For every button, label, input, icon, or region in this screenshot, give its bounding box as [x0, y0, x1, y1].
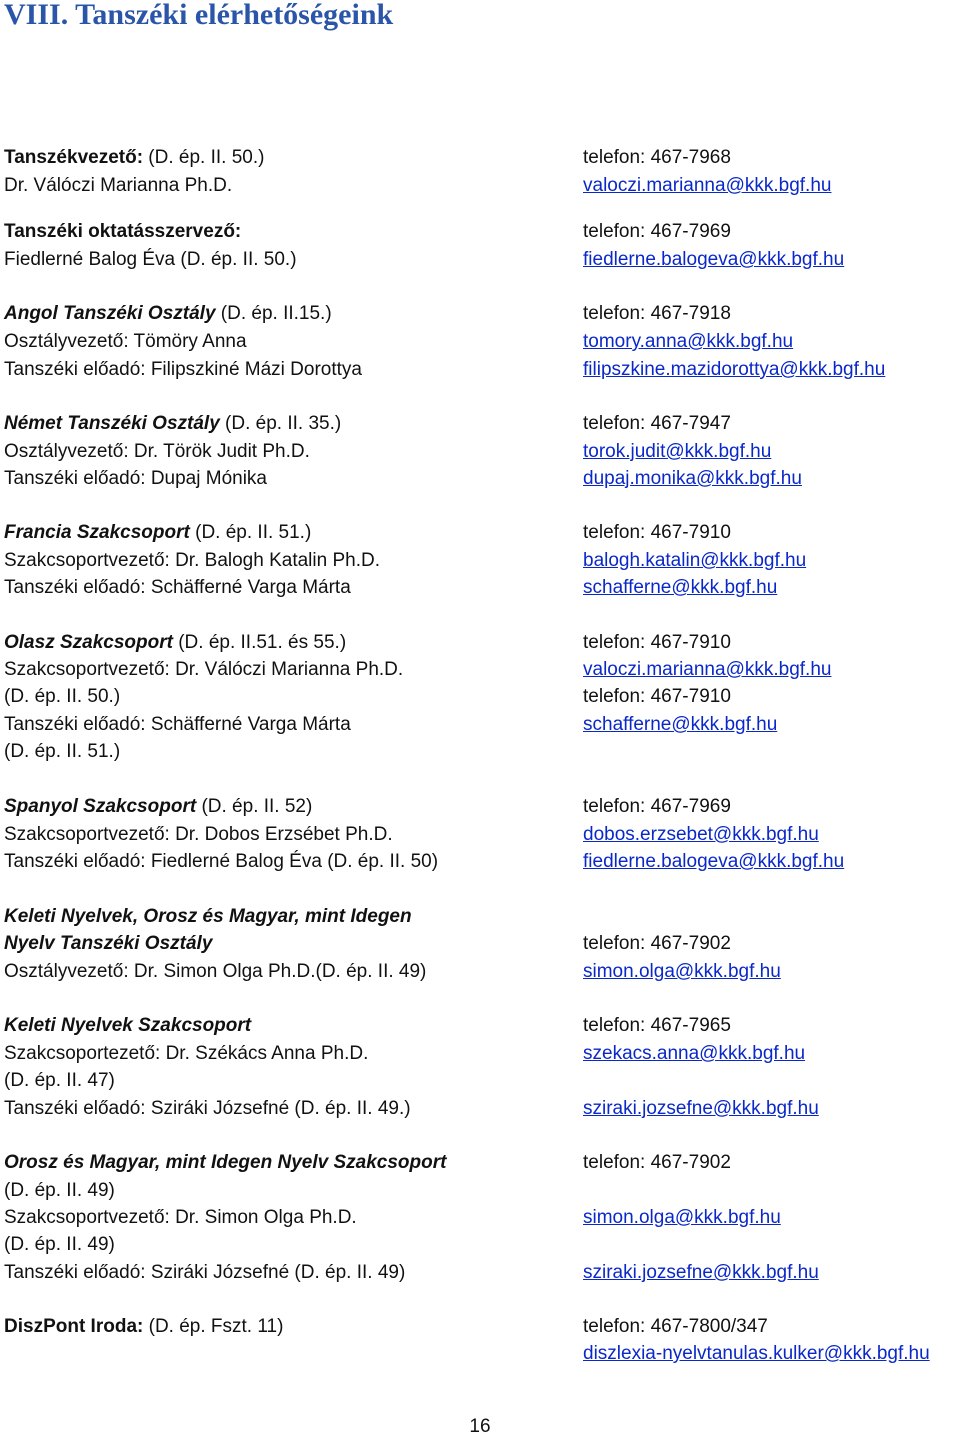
person-text: Tanszéki előadó: Filipszkiné Mázi Dorottya — [4, 359, 362, 380]
email-link[interactable]: filipszkine.mazidorottya@kkk.bgf.hu — [583, 359, 886, 380]
location-text: (D. ép. II. 47) — [4, 1070, 115, 1091]
person-text: Tanszéki előadó: Dupaj Mónika — [4, 468, 267, 489]
phone-text: telefon: 467-7969 — [583, 221, 731, 242]
phone-text: telefon: 467-7947 — [583, 413, 731, 434]
phone-text: telefon: 467-7910 — [583, 522, 731, 543]
location-text: (D. ép. Fszt. 11) — [143, 1316, 284, 1337]
section-heading: Német Tanszéki Osztály — [4, 413, 220, 434]
left-cell — [4, 301, 332, 327]
page-title: VIII. Tanszéki elérhetőségeink — [4, 0, 394, 31]
person-text: Tanszéki előadó: Sziráki Józsefné (D. ép. II. 49) — [4, 1262, 406, 1283]
location-text: (D. ép. II. 50.) — [143, 147, 265, 168]
left-cell — [4, 411, 341, 437]
email-link[interactable]: sziraki.jozsefne@kkk.bgf.hu — [583, 1262, 819, 1283]
email-link[interactable]: diszlexia-nyelvtanulas.kulker@kkk.bgf.hu — [583, 1343, 930, 1364]
location-text: (D. ép. II.51. és 55.) — [172, 632, 347, 653]
person-text: Tanszéki előadó: Schäfferné Varga Márta — [4, 577, 351, 598]
section-heading: Tanszéki oktatásszervező: — [4, 221, 242, 242]
section-heading: Nyelv Tanszéki Osztály — [4, 933, 213, 954]
phone-text: telefon: 467-7910 — [583, 686, 731, 707]
section-heading: Tanszékvezető: — [4, 147, 144, 168]
email-link[interactable]: tomory.anna@kkk.bgf.hu — [583, 331, 794, 352]
email-link[interactable]: dupaj.monika@kkk.bgf.hu — [583, 468, 802, 489]
person-text: Tanszéki előadó: Schäfferné Varga Márta — [4, 714, 351, 735]
email-link[interactable]: szekacs.anna@kkk.bgf.hu — [583, 1043, 806, 1064]
section-heading: Olasz Szakcsoport — [4, 632, 173, 653]
location-text: (D. ép. II. 52) — [196, 796, 313, 817]
left-cell — [4, 520, 311, 546]
phone-text: telefon: 467-7969 — [583, 796, 731, 817]
email-link[interactable]: torok.judit@kkk.bgf.hu — [583, 441, 772, 462]
section-heading: Spanyol Szakcsoport — [4, 796, 197, 817]
email-link[interactable]: schafferne@kkk.bgf.hu — [583, 577, 778, 598]
section-heading: DiszPont Iroda: — [4, 1316, 144, 1337]
email-link[interactable]: simon.olga@kkk.bgf.hu — [583, 961, 781, 982]
email-link[interactable]: balogh.katalin@kkk.bgf.hu — [583, 550, 807, 571]
page-number: 16 — [469, 1416, 491, 1437]
phone-text: telefon: 467-7918 — [583, 303, 731, 324]
email-link[interactable]: sziraki.jozsefne@kkk.bgf.hu — [583, 1098, 819, 1119]
location-text: (D. ép. II.15.) — [215, 303, 332, 324]
person-text: Tanszéki előadó: Sziráki Józsefné (D. ép. II. 49.) — [4, 1098, 411, 1119]
person-text: Szakcsoportvezető: Dr. Balogh Katalin Ph.D. — [4, 550, 380, 571]
left-cell — [4, 145, 264, 171]
email-link[interactable]: dobos.erzsebet@kkk.bgf.hu — [583, 824, 819, 845]
person-text: Szakcsoportezető: Dr. Székács Anna Ph.D. — [4, 1043, 369, 1064]
phone-text: telefon: 467-7965 — [583, 1015, 731, 1036]
person-text: Tanszéki előadó: Fiedlerné Balog Éva (D. ép. II. 50) — [4, 851, 439, 872]
person-text: Dr. Válóczi Marianna Ph.D. — [4, 175, 233, 196]
email-link[interactable]: schafferne@kkk.bgf.hu — [583, 714, 778, 735]
section-heading: Keleti Nyelvek, Orosz és Magyar, mint Idegen — [4, 906, 412, 927]
location-text: (D. ép. II. 50.) — [4, 686, 121, 707]
section-heading: Angol Tanszéki Osztály — [4, 303, 216, 324]
email-link[interactable]: valoczi.marianna@kkk.bgf.hu — [583, 659, 832, 680]
phone-text: telefon: 467-7902 — [583, 1152, 731, 1173]
person-text: Osztályvezető: Tömöry Anna — [4, 331, 247, 352]
person-text: Szakcsoportvezető: Dr. Simon Olga Ph.D. — [4, 1207, 357, 1228]
person-text: Osztályvezető: Dr. Simon Olga Ph.D.(D. ép. II. 49) — [4, 961, 427, 982]
phone-text: telefon: 467-7968 — [583, 147, 731, 168]
section-heading: Francia Szakcsoport — [4, 522, 190, 543]
email-link[interactable]: fiedlerne.balogeva@kkk.bgf.hu — [583, 851, 845, 872]
person-text: Szakcsoportvezető: Dr. Dobos Erzsébet Ph.D. — [4, 824, 393, 845]
person-text: Osztályvezető: Dr. Török Judit Ph.D. — [4, 441, 310, 462]
location-text: (D. ép. II. 49) — [4, 1180, 115, 1201]
person-text: Fiedlerné Balog Éva (D. ép. II. 50.) — [4, 249, 297, 270]
location-text: (D. ép. II. 51.) — [189, 522, 312, 543]
left-cell — [4, 1314, 283, 1340]
location-text: (D. ép. II. 49) — [4, 1234, 115, 1255]
email-link[interactable]: simon.olga@kkk.bgf.hu — [583, 1207, 781, 1228]
left-cell — [4, 630, 346, 656]
left-cell — [4, 794, 312, 820]
person-text: Szakcsoportvezető: Dr. Válóczi Marianna Ph.D. — [4, 659, 404, 680]
section-heading: Orosz és Magyar, mint Idegen Nyelv Szakcsoport — [4, 1152, 447, 1173]
phone-text: telefon: 467-7910 — [583, 632, 731, 653]
location-text: (D. ép. II. 51.) — [4, 741, 121, 762]
email-link[interactable]: fiedlerne.balogeva@kkk.bgf.hu — [583, 249, 845, 270]
email-link[interactable]: valoczi.marianna@kkk.bgf.hu — [583, 175, 832, 196]
phone-text: telefon: 467-7902 — [583, 933, 731, 954]
section-heading: Keleti Nyelvek Szakcsoport — [4, 1015, 252, 1036]
location-text: (D. ép. II. 35.) — [219, 413, 342, 434]
phone-text: telefon: 467-7800/347 — [583, 1316, 768, 1337]
